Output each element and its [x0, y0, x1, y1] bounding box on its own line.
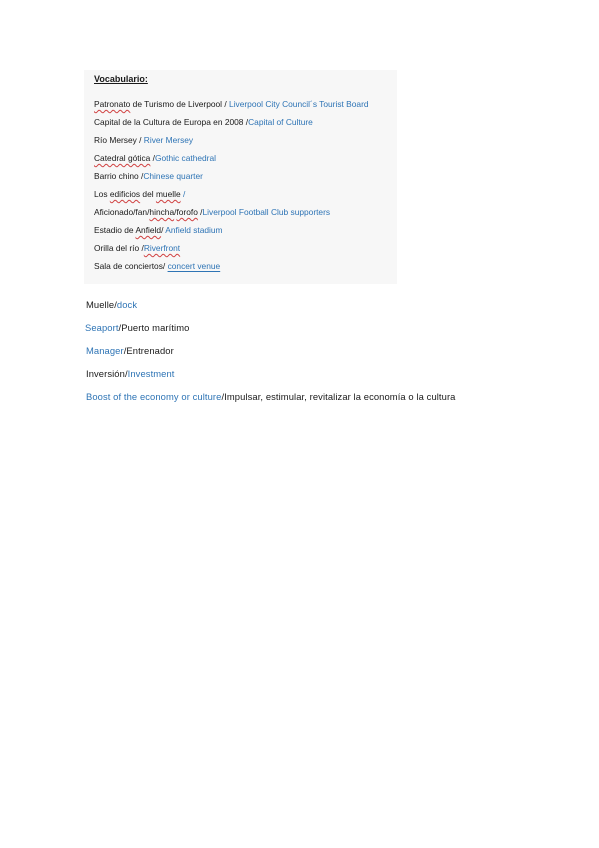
vocab-es: edificios	[109, 189, 141, 199]
vocab-en: Gothic cathedral	[155, 153, 216, 163]
vocab-line-6	[94, 188, 185, 200]
vocab-es: del	[140, 189, 156, 199]
vocab-line-2	[94, 116, 313, 128]
vocab-es: forofo	[176, 207, 198, 217]
vocab-line-4	[94, 152, 216, 164]
vocab-es: de Turismo de Liverpool /	[130, 99, 230, 109]
doc-en: Manager	[86, 345, 124, 356]
vocab-es: Anfield	[135, 225, 162, 235]
doc-line-seaport	[85, 321, 189, 334]
doc-line-boost	[86, 390, 456, 403]
vocab-es: Barrio chino /	[94, 171, 144, 181]
vocab-es: Orilla del río /	[94, 243, 144, 253]
vocab-line-1	[94, 98, 369, 110]
vocab-es: Capital de la Cultura de Europa en 2008 /	[94, 117, 249, 127]
doc-es: Muelle/	[86, 299, 117, 310]
vocab-es: Estadio de	[94, 225, 136, 235]
vocab-es: /	[150, 153, 155, 163]
doc-es: /Puerto marítimo	[118, 322, 190, 333]
doc-en: Investment	[127, 368, 175, 379]
vocab-es: /	[174, 207, 177, 217]
vocab-en: /	[182, 189, 186, 199]
doc-line-muelle	[86, 298, 137, 311]
vocab-en: Anfield stadium	[165, 225, 223, 235]
doc-en: Seaport	[85, 322, 119, 333]
vocab-en: Chinese quarter	[143, 171, 203, 181]
vocab-es: /	[161, 225, 166, 235]
vocabulary-image	[84, 70, 397, 284]
doc-es: Inversión/	[86, 368, 128, 379]
vocab-line-10	[94, 260, 220, 272]
doc-line-manager	[86, 344, 174, 357]
vocabulary-title: Vocabulario:	[94, 74, 148, 84]
vocab-en: Riverfront	[143, 243, 181, 253]
doc-es: /Entrenador	[123, 345, 174, 356]
doc-es: /Impulsar, estimular, revitalizar la economía o la cultura	[221, 391, 456, 402]
vocab-es: Sala de conciertos/	[94, 261, 168, 271]
vocab-es: /	[197, 207, 203, 217]
vocab-line-3	[94, 134, 193, 146]
vocab-es: Catedral gótica	[94, 153, 151, 163]
vocab-line-5	[94, 170, 203, 182]
vocab-es: hincha	[149, 207, 175, 217]
vocab-en: Capital of Culture	[248, 117, 313, 127]
vocab-es: Patronato	[94, 99, 131, 109]
vocab-line-7	[94, 206, 330, 218]
vocab-en: River Mersey	[143, 135, 194, 145]
vocab-line-8	[94, 224, 223, 236]
vocab-es: Los	[94, 189, 110, 199]
vocab-en: Liverpool Football Club supporters	[202, 207, 331, 217]
vocab-es: Aficionado/fan/	[94, 207, 150, 217]
doc-en: dock	[116, 299, 138, 310]
vocab-es: muelle	[155, 189, 181, 199]
doc-line-inversion	[86, 367, 175, 380]
doc-en: Boost of the economy or culture	[86, 391, 222, 402]
vocab-line-9	[94, 242, 180, 254]
vocab-en: Liverpool City Council´s Tourist Board	[229, 99, 369, 109]
vocab-en: concert venue	[167, 261, 221, 271]
vocab-es: Río Mersey /	[94, 135, 144, 145]
